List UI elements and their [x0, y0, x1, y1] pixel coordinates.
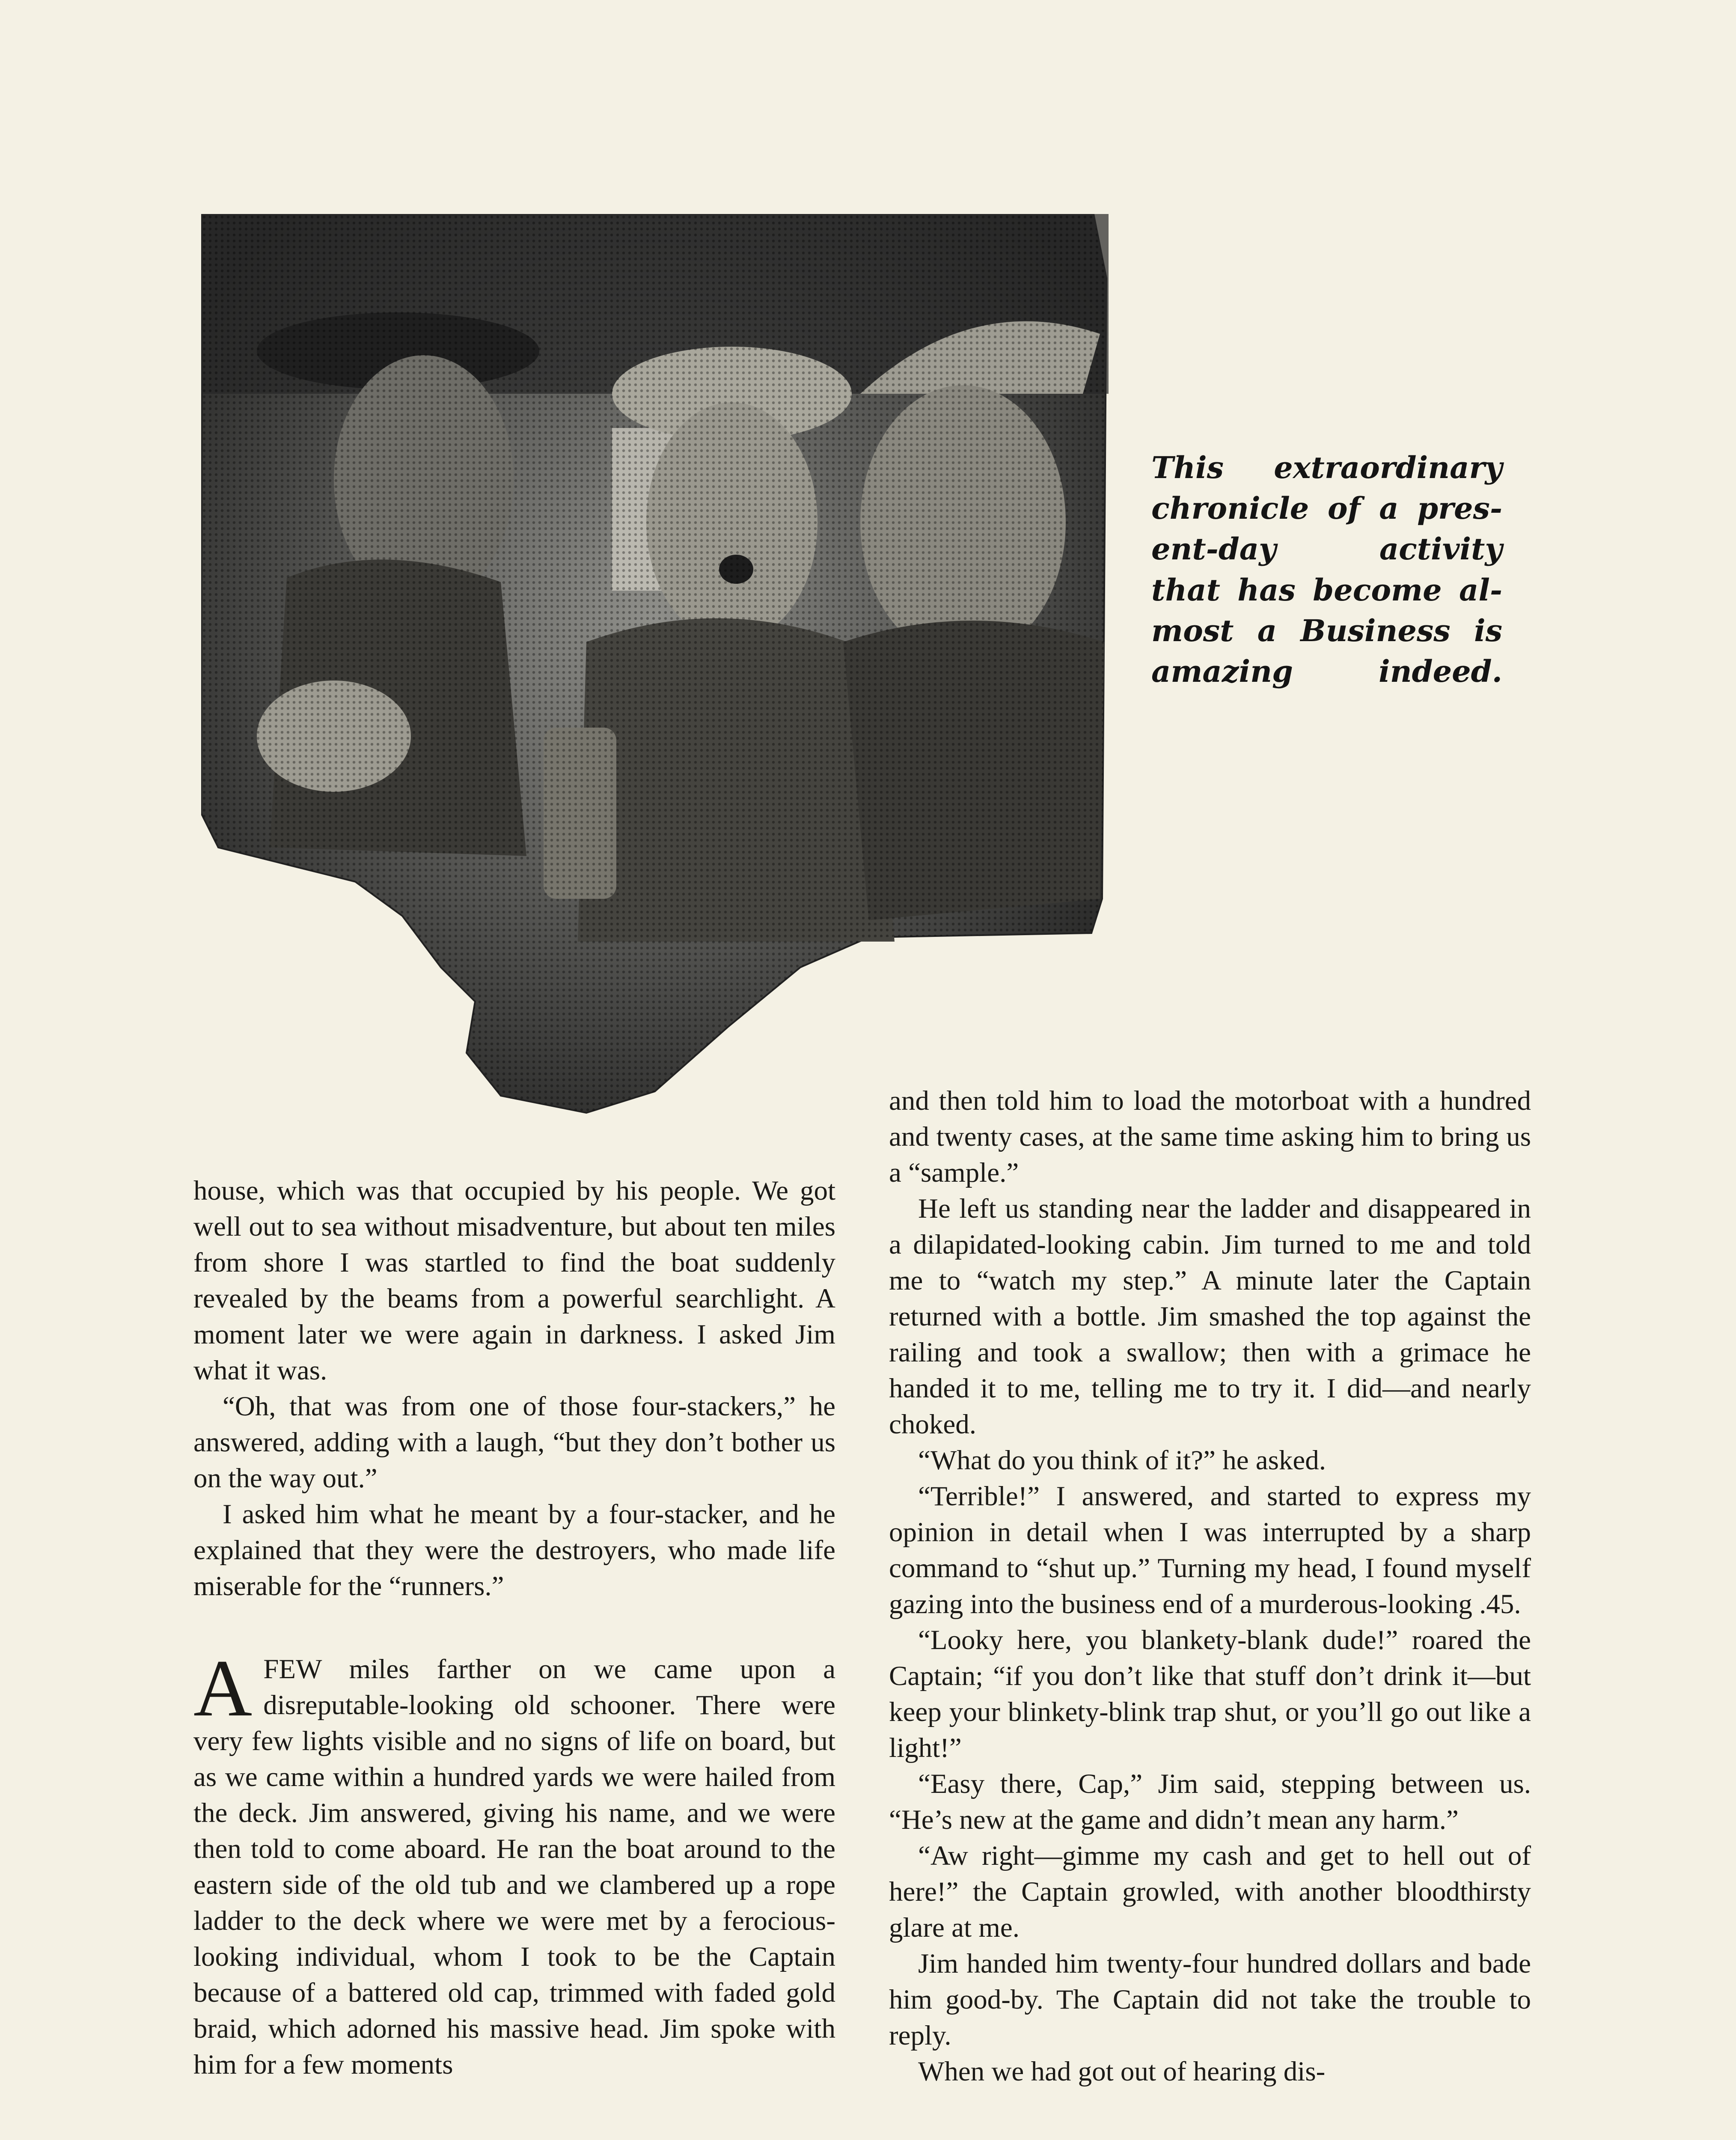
story-illustration	[201, 214, 1109, 1130]
caption-line: amazing indeed.	[1151, 653, 1502, 689]
drop-cap: A	[193, 1644, 253, 1733]
caption-line: This extraordinary	[1151, 450, 1502, 485]
caption-line: chronicle of a pres-	[1151, 490, 1502, 526]
paragraph: I asked him what he meant by a four-stacker, and he explained that they were the destroyers, who made life miserable for the “runners.”	[193, 1499, 835, 1602]
paragraph: “Terrible!” I answered, and started to express my opinion in detail when I was interrupted by a sharp command to “shut up.” Turning my head, I found myself gazing into the business end of a murderous-looking .45.	[889, 1481, 1531, 1620]
paragraph: He left us standing near the ladder and disappeared in a dilapidated-looking cabin. Jim turned to me and told me to “watch my step.” A minute later the Captain returned with a bottle. Jim smashed the top against the railing and took a swallow; then with a grimace he handed it to me, telling me to try it. I did—and nearly choked.	[889, 1193, 1531, 1440]
left-text-column	[193, 1173, 835, 2083]
paragraph: “Looky here, you blankety-blank dude!” roared the Captain; “if you don’t like that stuff don’t drink it—but keep your blinkety-blink trap shut, or you’ll go out like a light!”	[889, 1625, 1531, 1763]
paragraph: Jim handed him twenty-four hundred dollars and bade him good-by. The Captain did not take the trouble to reply.	[889, 1948, 1531, 2051]
paragraph: When we had got out of hearing dis-	[918, 2056, 1326, 2087]
right-text-column	[889, 1083, 1531, 2089]
paragraph: “Aw right—gimme my cash and get to hell out of here!” the Captain growled, with another bloodthirsty glare at me.	[889, 1840, 1531, 1943]
paragraph: “What do you think of it?” he asked.	[918, 1445, 1326, 1476]
caption-line: ent-day activity	[1151, 531, 1502, 567]
pull-quote-caption	[1151, 447, 1502, 692]
paragraph-with-dropcap	[193, 1644, 835, 2083]
caption-line: most a Business is	[1151, 612, 1502, 648]
paragraph: “Oh, that was from one of those four-stackers,” he answered, adding with a laugh, “but they don’t bother us on the way out.”	[193, 1391, 835, 1494]
paragraph: and then told him to load the motorboat with a hundred and twenty cases, at the same time asking him to bring us a “sample.”	[889, 1085, 1531, 1188]
paragraph: “Easy there, Cap,” Jim said, stepping between us. “He’s new at the game and didn’t mean any harm.”	[889, 1768, 1531, 1835]
illustration-image	[201, 214, 1109, 1130]
paragraph: house, which was that occupied by his people. We got well out to sea without misadventure, but about ten miles from shore I was startled to find the boat suddenly revealed by the beams from a powerful searchlight. A moment later we were again in darkness. I asked Jim what it was.	[193, 1175, 835, 1386]
paragraph-text: FEW miles farther on we came upon a disreputable-looking old schooner. There were very few lights visible and no signs of life on board, but as we came within a hundred yards we were hailed from the deck. Jim answered, giving his name, and we were then told to come aboard. He ran the boat around to the eastern side of the old tub and we clambered up a rope ladder to the deck where we were met by a ferocious-looking individual, whom I took to be the Captain because of a battered old cap, trimmed with faded gold braid, which adorned his massive head. Jim spoke with him for a few moments	[193, 1654, 835, 2080]
caption-line: that has become al-	[1151, 572, 1502, 608]
